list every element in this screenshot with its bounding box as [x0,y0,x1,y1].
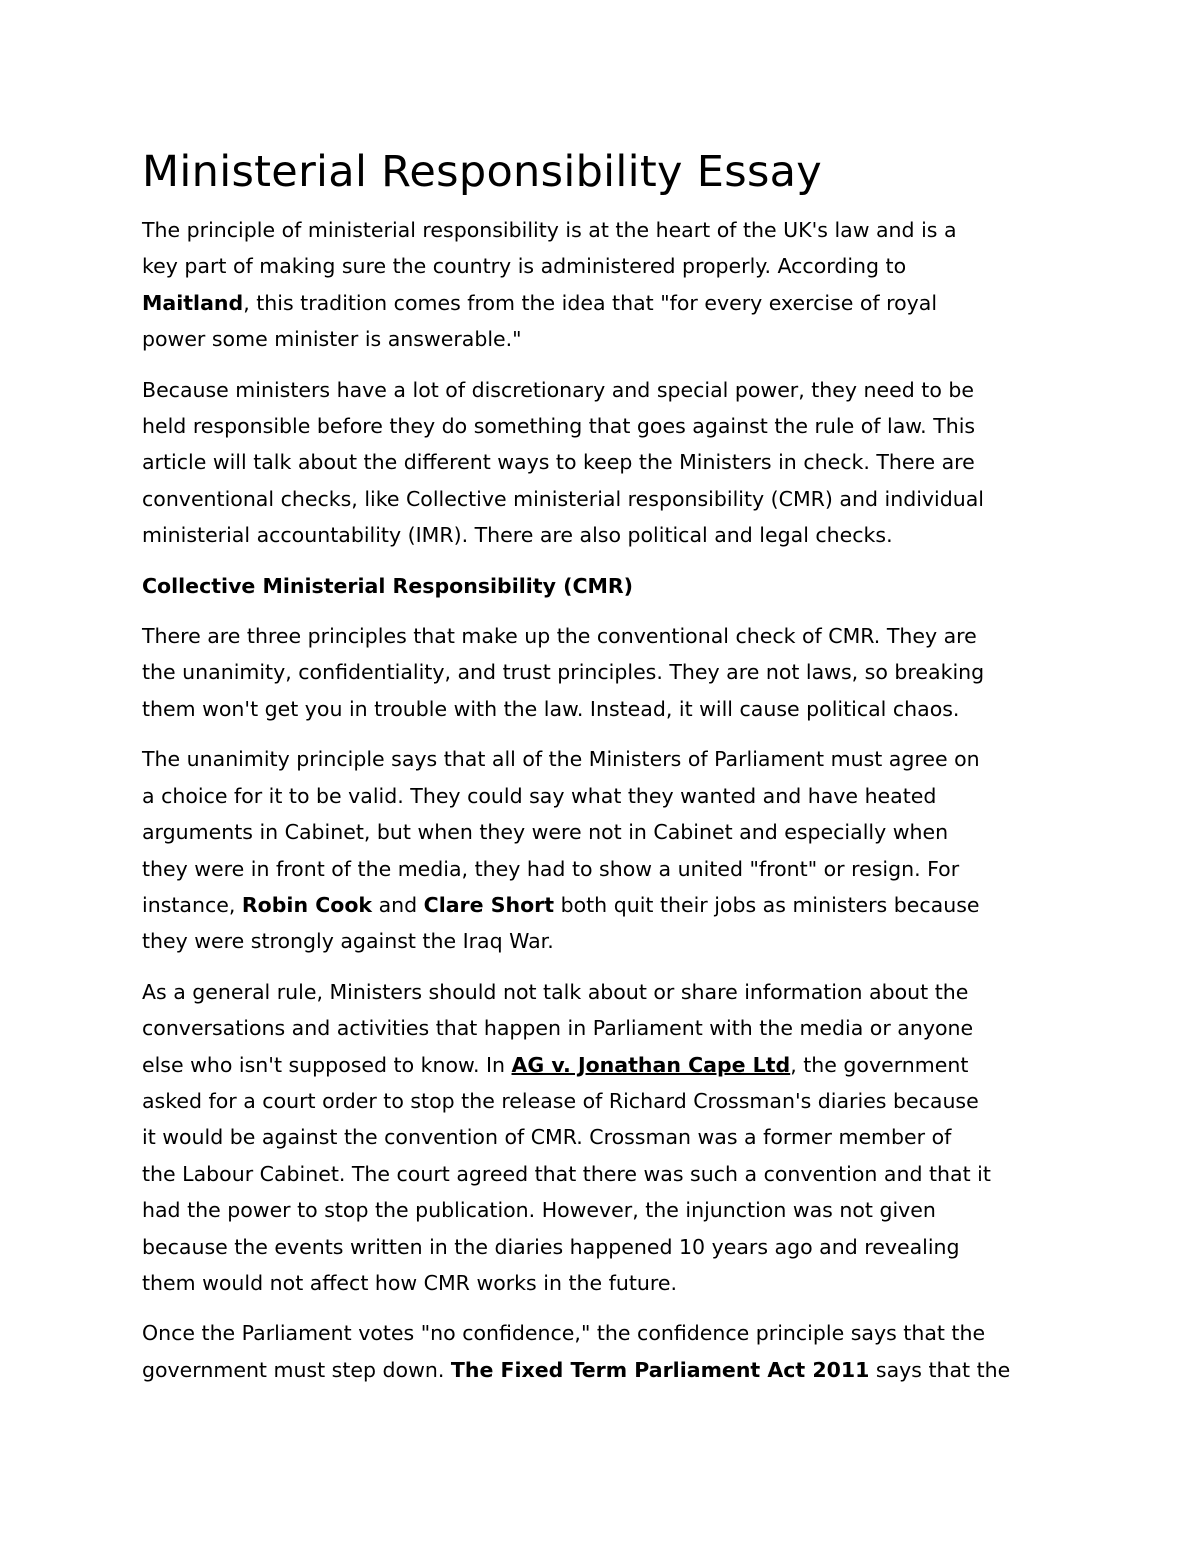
text-line: key part of making sure the country is administered properly. According to [142,254,907,279]
text-line: The principle of ministerial responsibility is at the heart of the UK's law and is a [142,218,957,242]
text-span: says that the [869,1357,1011,1382]
text-line: There are three principles that make up the conventional check of CMR. They are [142,624,977,649]
section-heading-cmr: Collective Ministerial Responsibility (CMR) [142,573,634,598]
text-line: held responsible before they do something that goes against the rule of law. This [142,414,976,439]
bold-name-robin-cook: Robin Cook [241,892,373,917]
text-line: them won't get you in trouble with the law. Instead, it will cause political chaos. [142,696,960,721]
text-line [142,1352,1062,1388]
document-body [142,134,1062,1402]
text-line: Because ministers have a lot of discretionary and special power, they need to be [142,377,975,402]
text-line [142,285,1062,321]
text-line: a choice for it to be valid. They could say what they wanted and have heated [142,783,937,808]
text-line: article will talk about the different ways to keep the Ministers in check. There are [142,450,975,475]
case-link-ag-v-jonathan-cape[interactable]: AG v. Jonathan Cape Ltd [511,1052,791,1077]
text-span: , this tradition comes from the idea that "for every exercise of royal [243,290,938,315]
text-line: they were strongly against the Iraq War. [142,929,554,954]
text-span: else who isn't supposed to know. In [142,1052,512,1077]
text-line: arguments in Cabinet, but when they were not in Cabinet and especially when [142,820,949,845]
text-line: asked for a court order to stop the release of Richard Crossman's diaries because [142,1088,979,1113]
bold-act-name: The Fixed Term Parliament Act 2011 [450,1357,870,1382]
text-line: The unanimity principle says that all of the Ministers of Parliament must agree on [142,747,980,772]
text-line [142,887,1062,923]
text-span: both quit their jobs as ministers because [554,892,980,917]
text-line: the Labour Cabinet. The court agreed that there was such a convention and that it [142,1161,991,1186]
paragraph-discretionary-power [142,372,1062,554]
text-span: government must step down. [142,1357,451,1382]
text-line: conversations and activities that happen in Parliament with the media or anyone [142,1016,974,1041]
text-line: power some minister is answerable." [142,327,522,352]
text-line: they were in front of the media, they had to show a united "front" or resign. For [142,856,960,881]
text-line: them would not affect how CMR works in the future. [142,1270,677,1295]
text-line: it would be against the convention of CMR. Crossman was a former member of [142,1125,952,1150]
text-line: Once the Parliament votes "no confidence," the confidence principle says that the [142,1321,986,1346]
paragraph-confidentiality [142,974,1062,1302]
document-title: Ministerial Responsibility Essay [142,147,823,197]
text-line: conventional checks, like Collective ministerial responsibility (CMR) and individual [142,486,984,511]
text-line: had the power to stop the publication. However, the injunction was not given [142,1198,936,1223]
text-span: , the government [790,1052,969,1077]
text-line [142,1047,1062,1083]
bold-name-maitland: Maitland [142,290,244,315]
paragraph-intro [142,212,1062,358]
text-span: instance, [142,892,242,917]
text-line: ministerial accountability (IMR). There are also political and legal checks. [142,523,893,548]
paragraph-three-principles [142,618,1062,727]
text-line: because the events written in the diaries happened 10 years ago and revealing [142,1234,960,1259]
text-line: the unanimity, confidentiality, and trust principles. They are not laws, so breaking [142,660,985,685]
paragraph-confidence [142,1315,1062,1388]
text-line: As a general rule, Ministers should not talk about or share information about the [142,979,969,1004]
text-span: and [372,892,424,917]
paragraph-unanimity [142,741,1062,959]
bold-name-clare-short: Clare Short [423,892,555,917]
